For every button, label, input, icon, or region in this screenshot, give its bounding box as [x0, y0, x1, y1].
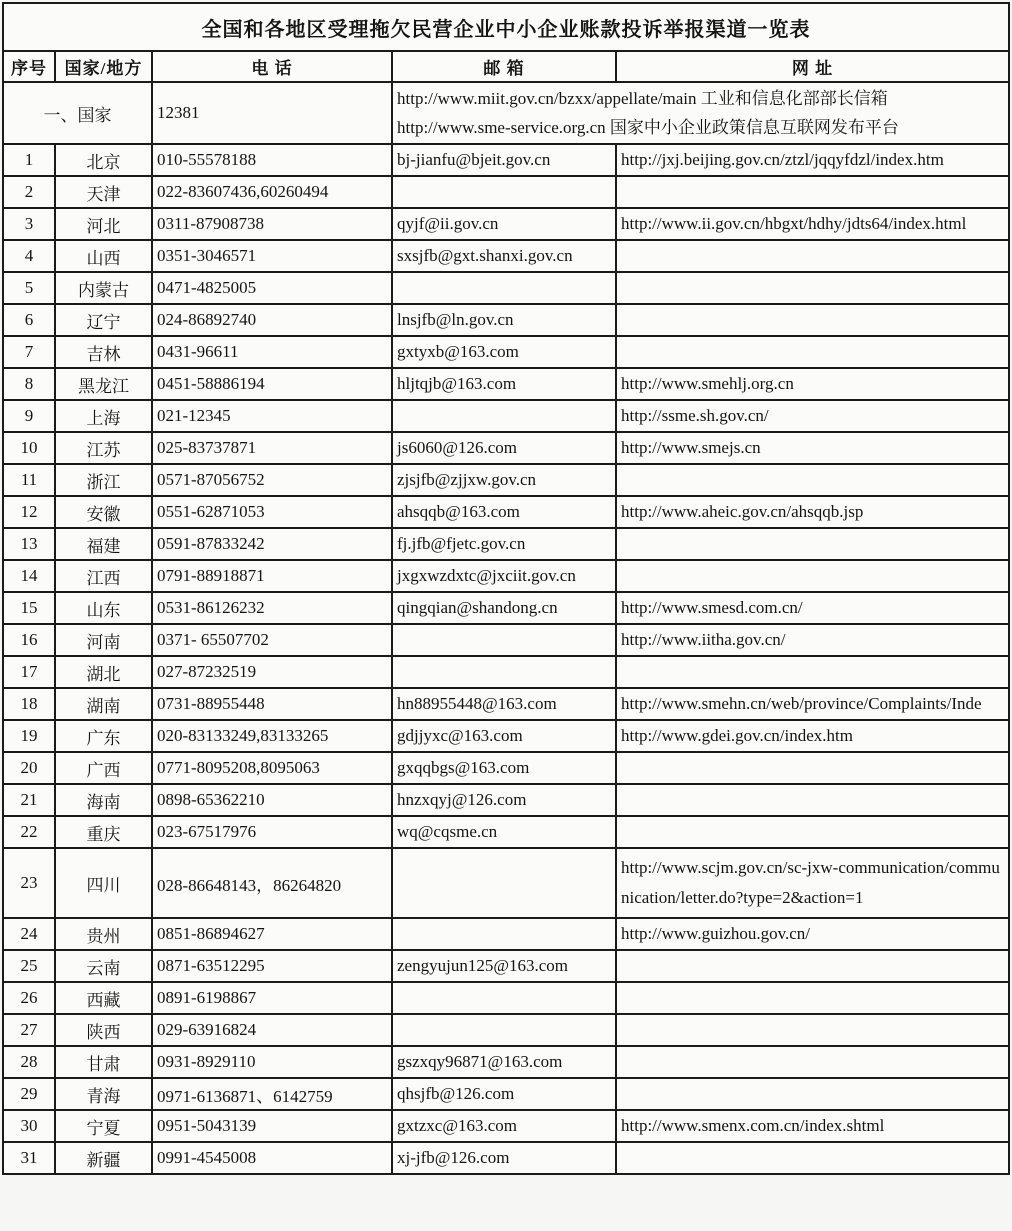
- table-row: [3, 816, 1009, 848]
- row-number: 21: [3, 784, 55, 816]
- phone-number: 010-55578188: [152, 144, 392, 176]
- region-name: 天津: [55, 176, 152, 208]
- website-url: [616, 950, 1009, 982]
- website-url: http://jxj.beijing.gov.cn/ztzl/jqqyfdzl/index.htm: [616, 144, 1009, 176]
- column-header-index: 序号: [3, 51, 55, 82]
- table-row: [3, 1046, 1009, 1078]
- table-row: [3, 918, 1009, 950]
- row-number: 10: [3, 432, 55, 464]
- region-name: 安徽: [55, 496, 152, 528]
- row-number: 6: [3, 304, 55, 336]
- email-address: [392, 176, 616, 208]
- table-row: [3, 752, 1009, 784]
- title-row: [3, 3, 1009, 51]
- email-address: gxtzxc@163.com: [392, 1110, 616, 1142]
- column-header-phone: 电 话: [152, 51, 392, 82]
- phone-number: 0571-87056752: [152, 464, 392, 496]
- email-address: [392, 982, 616, 1014]
- website-url: [616, 1046, 1009, 1078]
- website-url: [616, 752, 1009, 784]
- region-name: 青海: [55, 1078, 152, 1110]
- region-name: 广西: [55, 752, 152, 784]
- email-address: [392, 918, 616, 950]
- row-number: 22: [3, 816, 55, 848]
- website-url: http://www.guizhou.gov.cn/: [616, 918, 1009, 950]
- row-number: 4: [3, 240, 55, 272]
- email-address: [392, 848, 616, 918]
- row-number: 18: [3, 688, 55, 720]
- website-url: http://www.aheic.gov.cn/ahsqqb.jsp: [616, 496, 1009, 528]
- region-name: 山西: [55, 240, 152, 272]
- email-address: gszxqy96871@163.com: [392, 1046, 616, 1078]
- region-name: 辽宁: [55, 304, 152, 336]
- region-name: 山东: [55, 592, 152, 624]
- website-url: [616, 816, 1009, 848]
- region-name: 北京: [55, 144, 152, 176]
- phone-number: 0931-8929110: [152, 1046, 392, 1078]
- phone-number: 023-67517976: [152, 816, 392, 848]
- phone-number: 029-63916824: [152, 1014, 392, 1046]
- email-address: zengyujun125@163.com: [392, 950, 616, 982]
- table-row: [3, 720, 1009, 752]
- row-number: 28: [3, 1046, 55, 1078]
- phone-number: 025-83737871: [152, 432, 392, 464]
- table-row: [3, 950, 1009, 982]
- email-address: bj-jianfu@bjeit.gov.cn: [392, 144, 616, 176]
- email-address: gdjjyxc@163.com: [392, 720, 616, 752]
- website-url: http://www.ii.gov.cn/hbgxt/hdhy/jdts64/index.html: [616, 208, 1009, 240]
- email-address: [392, 400, 616, 432]
- region-name: 广东: [55, 720, 152, 752]
- phone-number: 022-83607436,60260494: [152, 176, 392, 208]
- national-label: 一、国家: [3, 82, 152, 144]
- website-url: [616, 464, 1009, 496]
- website-url: [616, 784, 1009, 816]
- website-url: http://www.smesd.com.cn/: [616, 592, 1009, 624]
- phone-number: 024-86892740: [152, 304, 392, 336]
- phone-number: 027-87232519: [152, 656, 392, 688]
- table-row: [3, 592, 1009, 624]
- website-url: [616, 240, 1009, 272]
- email-address: xj-jfb@126.com: [392, 1142, 616, 1174]
- email-address: fj.jfb@fjetc.gov.cn: [392, 528, 616, 560]
- table-row: [3, 624, 1009, 656]
- row-number: 17: [3, 656, 55, 688]
- table-row: [3, 496, 1009, 528]
- national-info-line-1: http://www.miit.gov.cn/bzxx/appellate/main 工业和信息化部部长信箱: [397, 89, 888, 108]
- phone-number: 0351-3046571: [152, 240, 392, 272]
- row-number: 30: [3, 1110, 55, 1142]
- website-url: [616, 528, 1009, 560]
- row-number: 27: [3, 1014, 55, 1046]
- website-url: http://www.smehn.cn/web/province/Complaints/Inde: [616, 688, 1009, 720]
- email-address: sxsjfb@gxt.shanxi.gov.cn: [392, 240, 616, 272]
- website-url: http://ssme.sh.gov.cn/: [616, 400, 1009, 432]
- email-address: hljtqjb@163.com: [392, 368, 616, 400]
- region-name: 重庆: [55, 816, 152, 848]
- row-number: 25: [3, 950, 55, 982]
- email-address: gxqqbgs@163.com: [392, 752, 616, 784]
- row-number: 13: [3, 528, 55, 560]
- table-row: [3, 144, 1009, 176]
- row-number: 8: [3, 368, 55, 400]
- table-row: [3, 464, 1009, 496]
- region-name: 河南: [55, 624, 152, 656]
- email-address: js6060@126.com: [392, 432, 616, 464]
- national-phone: 12381: [152, 82, 392, 144]
- row-number: 23: [3, 848, 55, 918]
- email-address: qhsjfb@126.com: [392, 1078, 616, 1110]
- row-number: 31: [3, 1142, 55, 1174]
- website-url: [616, 272, 1009, 304]
- phone-number: 0971-6136871、6142759: [152, 1078, 392, 1110]
- phone-number: 0551-62871053: [152, 496, 392, 528]
- table-row: [3, 1078, 1009, 1110]
- national-info-line-2: http://www.sme-service.org.cn 国家中小企业政策信息互联网发布平台: [397, 118, 899, 137]
- website-url: [616, 336, 1009, 368]
- table-row: [3, 432, 1009, 464]
- column-header-region: 国家/地方: [55, 51, 152, 82]
- table-row: [3, 1014, 1009, 1046]
- row-number: 1: [3, 144, 55, 176]
- national-row: [3, 82, 1009, 144]
- website-url: [616, 1014, 1009, 1046]
- email-address: wq@cqsme.cn: [392, 816, 616, 848]
- region-name: 福建: [55, 528, 152, 560]
- phone-number: 0871-63512295: [152, 950, 392, 982]
- column-header-email: 邮 箱: [392, 51, 616, 82]
- row-number: 2: [3, 176, 55, 208]
- complaint-channels-table: [2, 2, 1010, 1175]
- table-row: [3, 784, 1009, 816]
- region-name: 湖南: [55, 688, 152, 720]
- website-url: http://www.smehlj.org.cn: [616, 368, 1009, 400]
- row-number: 9: [3, 400, 55, 432]
- phone-number: 0311-87908738: [152, 208, 392, 240]
- region-name: 内蒙古: [55, 272, 152, 304]
- phone-number: 0851-86894627: [152, 918, 392, 950]
- website-url: http://www.smejs.cn: [616, 432, 1009, 464]
- region-name: 黑龙江: [55, 368, 152, 400]
- phone-number: 0431-96611: [152, 336, 392, 368]
- website-url: http://www.iitha.gov.cn/: [616, 624, 1009, 656]
- table-row: [3, 1142, 1009, 1174]
- website-url: [616, 982, 1009, 1014]
- email-address: qingqian@shandong.cn: [392, 592, 616, 624]
- website-url: [616, 1078, 1009, 1110]
- email-address: ahsqqb@163.com: [392, 496, 616, 528]
- row-number: 7: [3, 336, 55, 368]
- table-title: 全国和各地区受理拖欠民营企业中小企业账款投诉举报渠道一览表: [3, 3, 1009, 51]
- website-url: [616, 560, 1009, 592]
- website-url: [616, 656, 1009, 688]
- region-name: 西藏: [55, 982, 152, 1014]
- region-name: 云南: [55, 950, 152, 982]
- email-address: [392, 624, 616, 656]
- phone-number: 0731-88955448: [152, 688, 392, 720]
- row-number: 29: [3, 1078, 55, 1110]
- row-number: 26: [3, 982, 55, 1014]
- region-name: 吉林: [55, 336, 152, 368]
- email-address: [392, 656, 616, 688]
- column-header-website: 网 址: [616, 51, 1009, 82]
- region-name: 宁夏: [55, 1110, 152, 1142]
- row-number: 24: [3, 918, 55, 950]
- table-row: [3, 272, 1009, 304]
- website-url: http://www.smenx.com.cn/index.shtml: [616, 1110, 1009, 1142]
- table-row: [3, 688, 1009, 720]
- table-row: [3, 208, 1009, 240]
- row-number: 16: [3, 624, 55, 656]
- phone-number: 0451-58886194: [152, 368, 392, 400]
- region-name: 浙江: [55, 464, 152, 496]
- phone-number: 0951-5043139: [152, 1110, 392, 1142]
- region-name: 四川: [55, 848, 152, 918]
- email-address: gxtyxb@163.com: [392, 336, 616, 368]
- region-name: 新疆: [55, 1142, 152, 1174]
- table-row: [3, 368, 1009, 400]
- region-name: 江苏: [55, 432, 152, 464]
- table-row: [3, 528, 1009, 560]
- region-name: 甘肃: [55, 1046, 152, 1078]
- email-address: qyjf@ii.gov.cn: [392, 208, 616, 240]
- email-address: hnzxqyj@126.com: [392, 784, 616, 816]
- region-name: 河北: [55, 208, 152, 240]
- email-address: [392, 1014, 616, 1046]
- table-row: [3, 656, 1009, 688]
- national-info: [392, 82, 1009, 144]
- website-url: [616, 176, 1009, 208]
- phone-number: 0471-4825005: [152, 272, 392, 304]
- row-number: 15: [3, 592, 55, 624]
- phone-number: 020-83133249,83133265: [152, 720, 392, 752]
- table-row: [3, 400, 1009, 432]
- phone-number: 028-86648143，86264820: [152, 848, 392, 918]
- email-address: jxgxwzdxtc@jxciit.gov.cn: [392, 560, 616, 592]
- phone-number: 0991-4545008: [152, 1142, 392, 1174]
- row-number: 3: [3, 208, 55, 240]
- email-address: hn88955448@163.com: [392, 688, 616, 720]
- email-address: zjsjfb@zjjxw.gov.cn: [392, 464, 616, 496]
- table-row: [3, 240, 1009, 272]
- region-name: 海南: [55, 784, 152, 816]
- website-url: [616, 304, 1009, 336]
- phone-number: 0531-86126232: [152, 592, 392, 624]
- region-name: 湖北: [55, 656, 152, 688]
- email-address: [392, 272, 616, 304]
- row-number: 20: [3, 752, 55, 784]
- table-row: [3, 1110, 1009, 1142]
- region-name: 江西: [55, 560, 152, 592]
- row-number: 14: [3, 560, 55, 592]
- table-row: [3, 336, 1009, 368]
- region-name: 陕西: [55, 1014, 152, 1046]
- region-name: 上海: [55, 400, 152, 432]
- table-row: [3, 982, 1009, 1014]
- phone-number: 0891-6198867: [152, 982, 392, 1014]
- table-row: [3, 560, 1009, 592]
- phone-number: 0771-8095208,8095063: [152, 752, 392, 784]
- row-number: 19: [3, 720, 55, 752]
- table-row: [3, 848, 1009, 918]
- region-name: 贵州: [55, 918, 152, 950]
- phone-number: 0591-87833242: [152, 528, 392, 560]
- website-url: [616, 1142, 1009, 1174]
- website-url: http://www.scjm.gov.cn/sc-jxw-communication/communication/letter.do?type=2&action=1: [616, 848, 1009, 918]
- header-row: [3, 51, 1009, 82]
- phone-number: 0791-88918871: [152, 560, 392, 592]
- phone-number: 0898-65362210: [152, 784, 392, 816]
- website-url: http://www.gdei.gov.cn/index.htm: [616, 720, 1009, 752]
- table-row: [3, 304, 1009, 336]
- table-body: [3, 144, 1009, 1174]
- row-number: 11: [3, 464, 55, 496]
- table-row: [3, 176, 1009, 208]
- email-address: lnsjfb@ln.gov.cn: [392, 304, 616, 336]
- row-number: 5: [3, 272, 55, 304]
- phone-number: 021-12345: [152, 400, 392, 432]
- row-number: 12: [3, 496, 55, 528]
- phone-number: 0371- 65507702: [152, 624, 392, 656]
